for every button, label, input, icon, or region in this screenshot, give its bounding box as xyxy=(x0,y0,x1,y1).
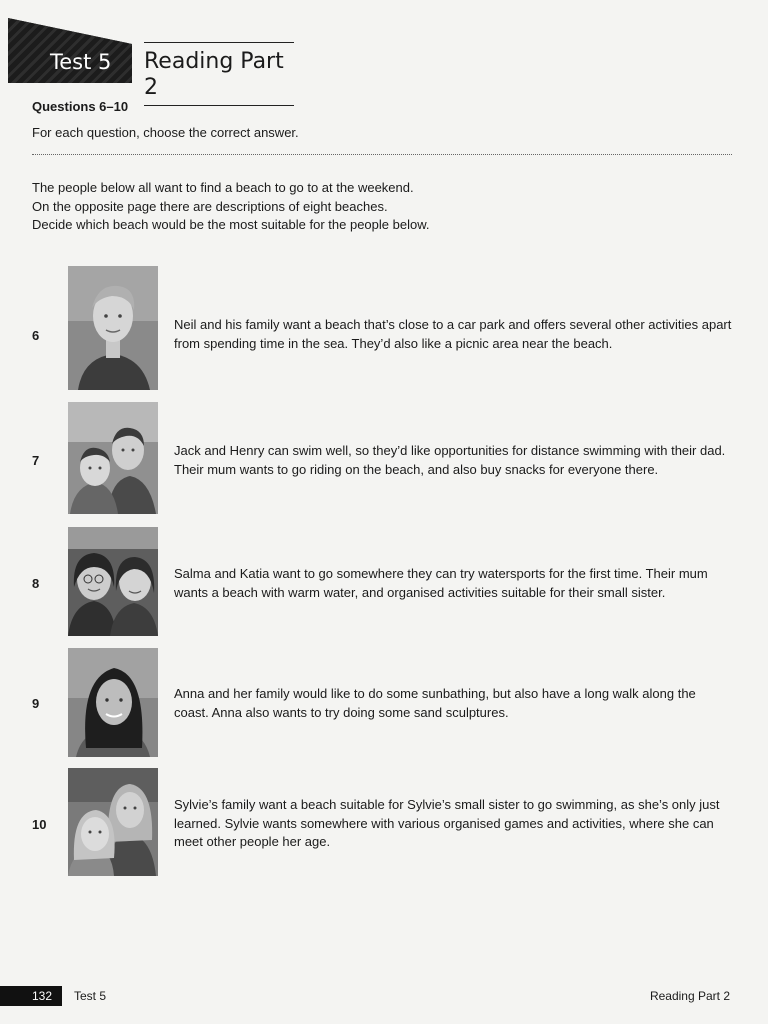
question-text: Anna and her family would like to do some sunbathing, but also have a long walk along the coast. Anna also wants to try doing some sand sculptures. xyxy=(174,686,696,720)
question-number: 9 xyxy=(32,696,40,711)
intro-line: Decide which beach would be the most suitable for the people below. xyxy=(32,217,430,232)
instruction-text: For each question, choose the correct answer. xyxy=(32,125,299,140)
question-number: 10 xyxy=(32,817,47,832)
intro-line: The people below all want to find a beach to go to at the weekend. xyxy=(32,180,414,195)
question-text: Salma and Katia want to go somewhere they can try watersports for the first time. Their mum wants a beach with warm water, and organised activities suitable for their small sister. xyxy=(174,566,708,600)
person-photo xyxy=(68,402,158,514)
dotted-divider xyxy=(32,154,732,155)
questions-heading: Questions 6–10 xyxy=(32,99,129,114)
footer-test-label: Test 5 xyxy=(74,989,107,1003)
intro-line: On the opposite page there are descriptions of eight beaches. xyxy=(32,198,388,214)
person-photo xyxy=(68,527,158,636)
question-number: 7 xyxy=(32,453,40,468)
question-text: Sylvie’s family want a beach suitable for Sylvie’s small sister to go swimming, as she’s only just learned. Sylvie wants somewhere with various organised games and activities, where she can meet other people her age. xyxy=(174,797,720,849)
test-label: Test 5 xyxy=(50,50,112,74)
person-photo xyxy=(68,648,158,757)
question-text: Jack and Henry can swim well, so they’d like opportunities for distance swimming with their dad. Their mum wants to go riding on the beach, and also buy snacks for everyone there. xyxy=(174,443,726,477)
question-number: 8 xyxy=(32,576,40,591)
page-number: 132 xyxy=(0,986,62,1006)
intro-text xyxy=(32,179,732,235)
question-number: 6 xyxy=(32,328,40,343)
footer-part-label: Reading Part 2 xyxy=(649,989,730,1003)
person-photo xyxy=(68,266,158,390)
question-text: Neil and his family want a beach that’s close to a car park and offers several other activities apart from spending time in the sea. They’d also like a picnic area near the beach. xyxy=(174,317,732,351)
person-photo xyxy=(68,768,158,876)
part-title: Reading Part 2 xyxy=(144,42,294,106)
